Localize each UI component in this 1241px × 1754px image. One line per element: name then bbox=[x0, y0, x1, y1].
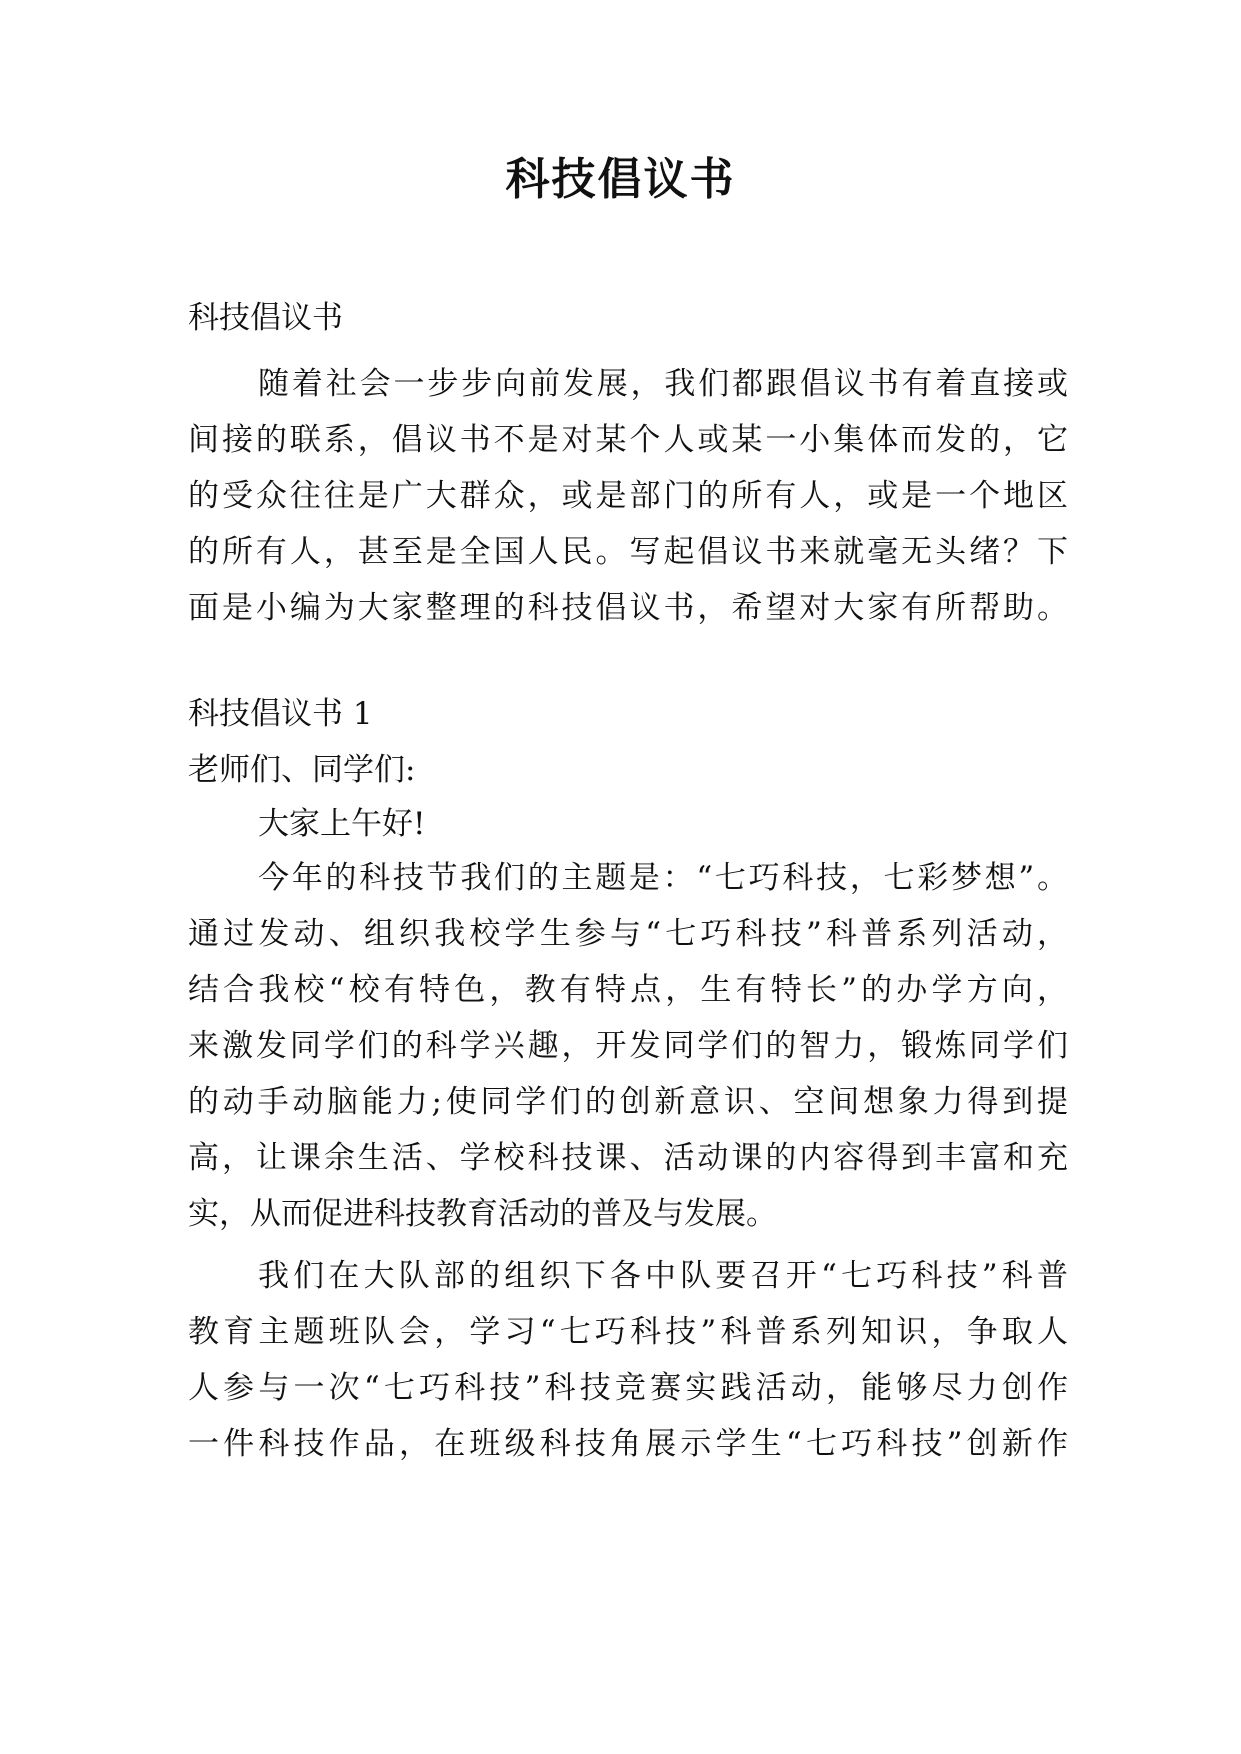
paragraph-line: 的动手动脑能力;使同学们的创新意识、空间想象力得到提 bbox=[188, 1084, 1068, 1120]
intro-line: 间接的联系，倡议书不是对某个人或某一小集体而发的，它 bbox=[188, 422, 1068, 458]
paragraph-line: 结合我校“校有特色，教有特点，生有特长”的办学方向， bbox=[188, 972, 1068, 1008]
section-heading: 科技倡议书 1 bbox=[188, 696, 373, 732]
paragraph-line: 我们在大队部的组织下各中队要召开“七巧科技”科普 bbox=[258, 1258, 1068, 1294]
document-title: 科技倡议书 bbox=[505, 154, 736, 205]
intro-line: 随着社会一步步向前发展，我们都跟倡议书有着直接或 bbox=[258, 366, 1068, 402]
paragraph-line: 实，从而促进科技教育活动的普及与发展。 bbox=[188, 1196, 777, 1232]
intro-line: 的所有人，甚至是全国人民。写起倡议书来就毫无头绪？下 bbox=[188, 534, 1068, 570]
paragraph-line: 今年的科技节我们的主题是：“七巧科技，七彩梦想”。 bbox=[258, 860, 1068, 896]
intro-line: 面是小编为大家整理的科技倡议书，希望对大家有所帮助。 bbox=[188, 590, 1068, 626]
document-subtitle: 科技倡议书 bbox=[188, 300, 343, 336]
greeting: 大家上午好! bbox=[258, 806, 426, 842]
paragraph-line: 来激发同学们的科学兴趣，开发同学们的智力，锻炼同学们 bbox=[188, 1028, 1068, 1064]
paragraph-line: 通过发动、组织我校学生参与“七巧科技”科普系列活动， bbox=[188, 916, 1068, 952]
paragraph-line: 高，让课余生活、学校科技课、活动课的内容得到丰富和充 bbox=[188, 1140, 1068, 1176]
intro-line: 的受众往往是广大群众，或是部门的所有人，或是一个地区 bbox=[188, 478, 1068, 514]
paragraph-line: 人参与一次“七巧科技”科技竞赛实践活动，能够尽力创作 bbox=[188, 1370, 1068, 1406]
paragraph-line: 一件科技作品，在班级科技角展示学生“七巧科技”创新作 bbox=[188, 1426, 1068, 1462]
paragraph-line: 教育主题班队会，学习“七巧科技”科普系列知识，争取人 bbox=[188, 1314, 1068, 1350]
salutation: 老师们、同学们: bbox=[188, 752, 416, 788]
